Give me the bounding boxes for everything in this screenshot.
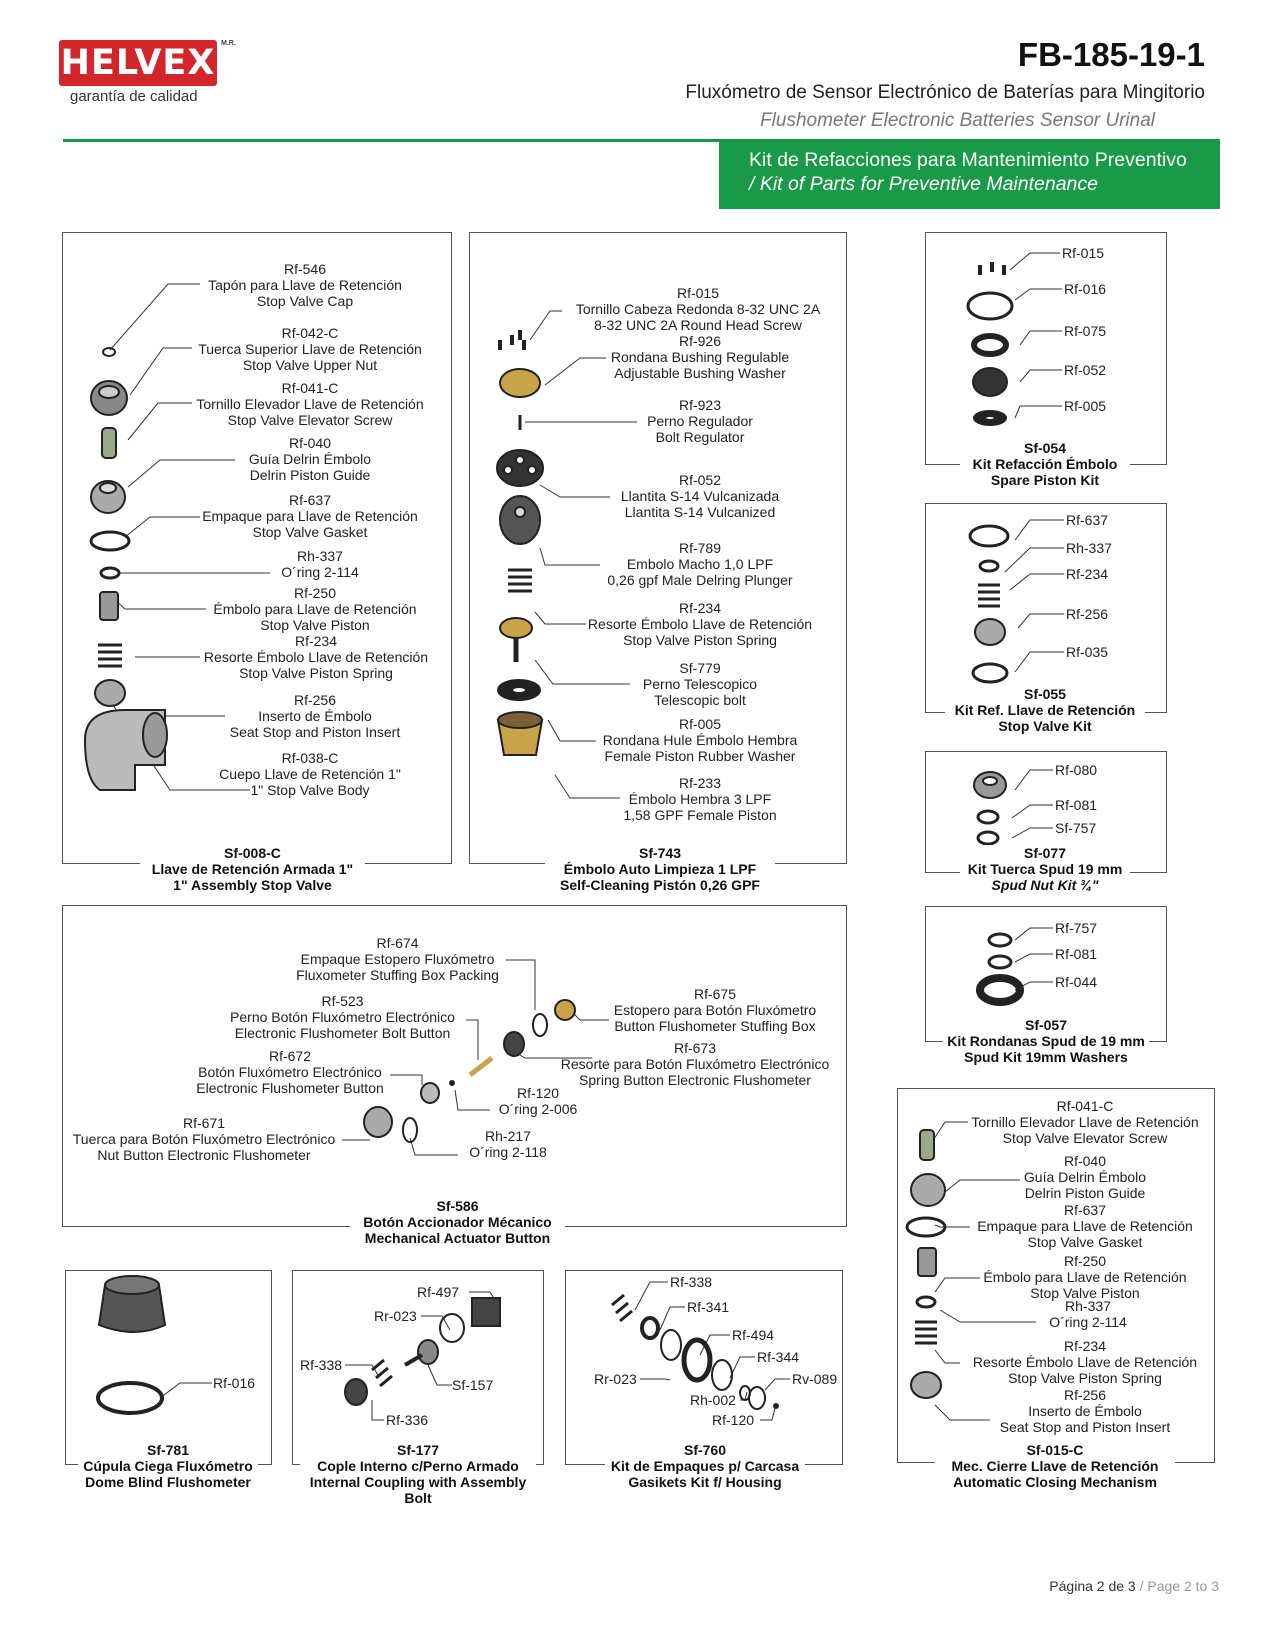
part-code: Rf-044 xyxy=(1055,974,1098,990)
part-label: Rf-673 Resorte para Botón Fluxómetro Electrónico Spring Button Electronic Flushometer xyxy=(560,1040,830,1088)
part-label: Rf-040 Guía Delrin Émbolo Delrin Piston Guide xyxy=(1023,1153,1147,1201)
part-label: Rf-546 Tapón para Llave de Retención Stop Valve Cap xyxy=(208,261,402,309)
part-label: Rf-675 Estopero para Botón Fluxómetro Button Flushometer Stuffing Box xyxy=(613,986,817,1034)
kit-caption-sf-015: Sf-015-C Mec. Cierre Llave de Retención Automatic Closing Mechanism xyxy=(935,1442,1175,1490)
part-code: Rf-336 xyxy=(386,1412,429,1428)
part-code: Rh-337 xyxy=(1066,540,1112,556)
part-code: Sf-757 xyxy=(1055,820,1097,836)
part-label: Rh-337 O´ring 2-114 xyxy=(1049,1298,1127,1330)
part-label: Rf-256 Inserto de Émbolo Seat Stop and Piston Insert xyxy=(999,1387,1171,1435)
kit-caption-sf-077: Sf-077 Kit Tuerca Spud 19 mm Spud Nut Kit ¾" xyxy=(960,845,1130,893)
frame-sf-054 xyxy=(925,232,1167,465)
part-label: Rh-337 O´ring 2-114 xyxy=(281,548,359,580)
part-code: Rf-637 xyxy=(1066,512,1109,528)
part-code: Rf-494 xyxy=(732,1327,775,1343)
document-code: FB-185-19-1 xyxy=(1017,36,1205,73)
part-label: Rf-674 Empaque Estopero Fluxómetro Fluxometer Stuffing Box Packing xyxy=(296,935,499,983)
frame-sf-055 xyxy=(925,503,1167,713)
part-code: Rf-005 xyxy=(1064,398,1107,414)
part-label: Rh-217 O´ring 2-118 xyxy=(469,1128,547,1160)
part-code: Rf-497 xyxy=(417,1284,460,1300)
part-label: Rf-250 Émbolo para Llave de Retención Stop Valve Piston xyxy=(213,585,417,633)
part-label: Rf-040 Guía Delrin Émbolo Delrin Piston Guide xyxy=(248,435,372,483)
part-code: Rf-341 xyxy=(687,1299,730,1315)
part-label: Rf-250 Émbolo para Llave de Retención Stop Valve Piston xyxy=(983,1253,1187,1301)
part-label: Rf-234 Resorte Émbolo Llave de Retención Stop Valve Piston Spring xyxy=(203,633,429,681)
part-code: Rh-002 xyxy=(690,1392,736,1408)
part-label: Rf-672 Botón Fluxómetro Electrónico Electronic Flushometer Button xyxy=(196,1048,384,1096)
banner-spanish: Kit de Refacciones para Mantenimiento Preventivo xyxy=(749,149,1187,171)
part-code: Rf-338 xyxy=(300,1357,343,1373)
logo-tagline: garantía de calidad xyxy=(70,88,198,105)
part-code: Rr-023 xyxy=(374,1308,417,1324)
part-code: Rf-081 xyxy=(1055,946,1098,962)
kit-banner xyxy=(719,141,1220,209)
part-label: Rf-052 Llantita S-14 Vulcanizada Llantita S-14 Vulcanized xyxy=(620,472,780,520)
part-label: Rf-234 Resorte Émbolo Llave de Retención Stop Valve Piston Spring xyxy=(972,1338,1198,1386)
part-label: Rf-041-C Tornillo Elevador Llave de Retención Stop Valve Elevator Screw xyxy=(971,1098,1199,1146)
kit-caption-sf-781: Sf-781 Cúpula Ciega Fluxómetro Dome Blind Flushometer xyxy=(78,1442,258,1490)
part-code: Rf-081 xyxy=(1055,797,1098,813)
part-label: Rf-256 Inserto de Émbolo Seat Stop and Piston Insert xyxy=(229,692,401,740)
part-label: Rf-042-C Tuerca Superior Llave de Retención Stop Valve Upper Nut xyxy=(198,325,422,373)
part-label: Rf-041-C Tornillo Elevador Llave de Retención Stop Valve Elevator Screw xyxy=(196,380,424,428)
part-label: Rf-120 O´ring 2-006 xyxy=(498,1085,578,1117)
part-code: Rf-757 xyxy=(1055,920,1098,936)
page-number-spanish: Página 2 de 3 xyxy=(1049,1578,1136,1594)
kit-caption-sf-057: Sf-057 Kit Rondanas Spud de 19 mm Spud Kit 19mm Washers xyxy=(943,1017,1149,1065)
title-english: Flushometer Electronic Batteries Sensor Urinal xyxy=(760,110,1155,131)
part-code: Sf-157 xyxy=(452,1377,494,1393)
part-code: Rf-016 xyxy=(1064,281,1107,297)
kit-caption-sf-008: Sf-008-C Llave de Retención Armada 1" 1" Assembly Stop Valve xyxy=(140,845,365,893)
page-number-english: / Page 2 to 3 xyxy=(1139,1578,1219,1594)
part-code: Rf-256 xyxy=(1066,606,1109,622)
part-code: Rf-338 xyxy=(670,1274,713,1290)
kit-caption-sf-743: Sf-743 Émbolo Auto Limpieza 1 LPF Self-Cleaning Pistón 0,26 GPF xyxy=(545,845,775,893)
logo-trademark: M.R. xyxy=(221,40,236,47)
kit-caption-sf-760: Sf-760 Kit de Empaques p/ Carcasa Gasikets Kit f/ Housing xyxy=(605,1442,805,1490)
kit-caption-sf-177: Sf-177 Cople Interno c/Perno Armado Internal Coupling with Assembly Bolt xyxy=(300,1442,536,1506)
part-label: Rf-923 Perno Regulador Bolt Regulator xyxy=(647,397,753,445)
kit-caption-sf-054: Sf-054 Kit Refacción Émbolo Spare Piston Kit xyxy=(960,440,1130,488)
banner-english: / Kit of Parts for Preventive Maintenance xyxy=(749,173,1099,195)
part-code: Rf-080 xyxy=(1055,762,1098,778)
title-spanish: Fluxómetro de Sensor Electrónico de Baterías para Mingitorio xyxy=(685,82,1205,103)
frame-sf-781 xyxy=(65,1270,272,1465)
part-label: Rf-038-C Cuepo Llave de Retención 1" 1" Stop Valve Body xyxy=(219,750,401,798)
part-label: Rf-637 Empaque para Llave de Retención Stop Valve Gasket xyxy=(202,492,418,540)
kit-caption-sf-055: Sf-055 Kit Ref. Llave de Retención Stop Valve Kit xyxy=(945,686,1145,734)
part-label: Sf-779 Perno Telescopico Telescopic bolt xyxy=(642,660,758,708)
part-code: Rf-234 xyxy=(1066,566,1109,582)
part-code: Rf-344 xyxy=(757,1349,800,1365)
kit-caption-sf-586: Sf-586 Botón Accionador Mécanico Mechanical Actuator Button xyxy=(350,1198,565,1246)
part-code: Rf-035 xyxy=(1066,644,1109,660)
part-label: Rf-005 Rondana Hule Émbolo Hembra Female Piston Rubber Washer xyxy=(602,716,798,764)
part-code: Rf-052 xyxy=(1064,362,1107,378)
page-number xyxy=(1049,1578,1219,1594)
part-label: Rf-671 Tuerca para Botón Fluxómetro Electrónico Nut Button Electronic Flushometer xyxy=(72,1115,336,1163)
helvex-logo: HELVEX xyxy=(59,40,217,86)
part-label: Rf-637 Empaque para Llave de Retención Stop Valve Gasket xyxy=(977,1202,1193,1250)
part-label: Rf-015 Tornillo Cabeza Redonda 8-32 UNC 2A 8-32 UNC 2A Round Head Screw xyxy=(575,285,821,333)
part-code: Rr-023 xyxy=(594,1371,637,1387)
part-label: Rf-233 Émbolo Hembra 3 LPF 1,58 GPF Female Piston xyxy=(623,775,777,823)
part-label: Rf-523 Perno Botón Fluxómetro Electrónico Electronic Flushometer Bolt Button xyxy=(230,993,455,1041)
part-code: Rv-089 xyxy=(792,1371,838,1387)
part-code: Rf-015 xyxy=(1062,245,1105,261)
part-label: Rf-789 Embolo Macho 1,0 LPF 0,26 gpf Male Delring Plunger xyxy=(607,540,793,588)
part-code: Rf-120 xyxy=(712,1412,755,1428)
part-label: Rf-234 Resorte Émbolo Llave de Retención Stop Valve Piston Spring xyxy=(587,600,813,648)
part-code: Rf-016 xyxy=(213,1375,256,1391)
part-label: Rf-926 Rondana Bushing Regulable Adjustable Bushing Washer xyxy=(610,333,790,381)
part-code: Rf-075 xyxy=(1064,323,1107,339)
